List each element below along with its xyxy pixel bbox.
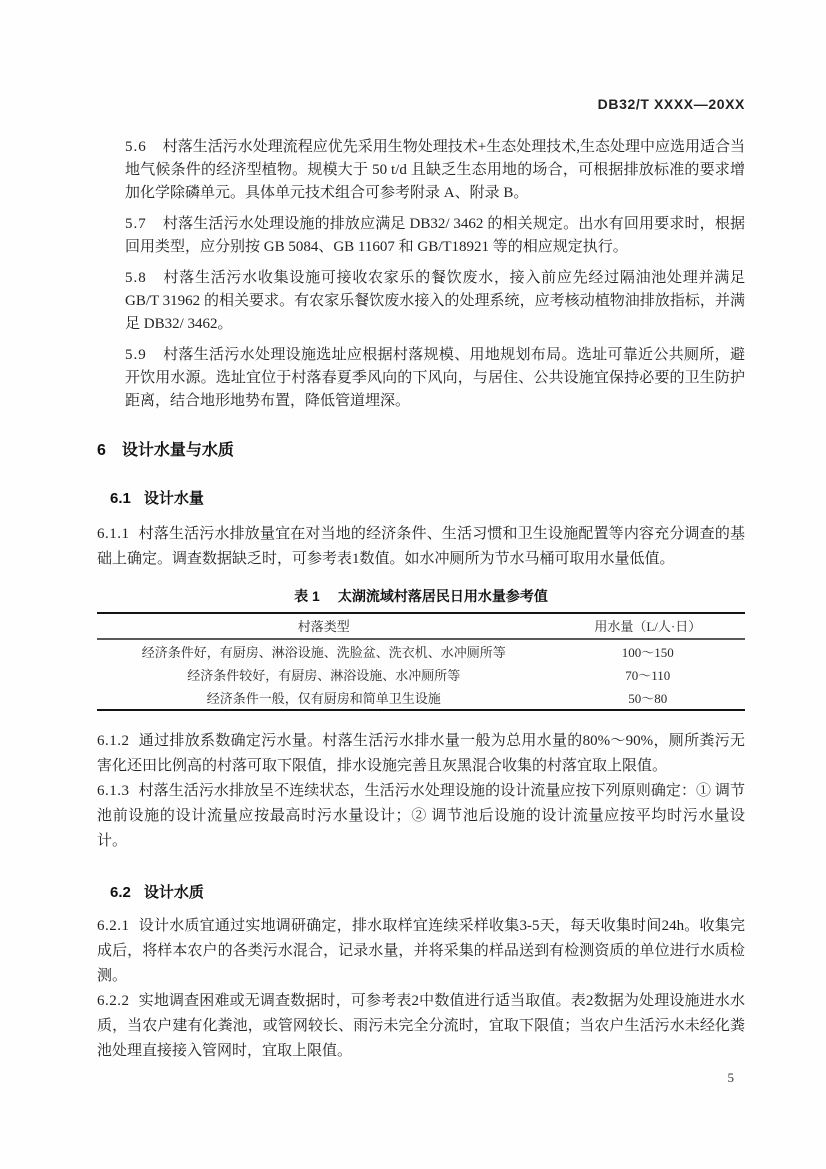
clause-number: 5.6 (125, 139, 147, 155)
cell-village-type: 经济条件好，有厨房、淋浴设施、洗脸盆、洗衣机、水冲厕所等 (141, 645, 506, 660)
page-content (97, 0, 745, 1064)
table-header-row (97, 613, 745, 639)
section-6-2-heading (110, 881, 745, 902)
section-title: 设计水质 (143, 884, 204, 901)
chapter-6-heading (97, 437, 745, 460)
clause-text: 实地调查困难或无调查数据时，可参考表2中数值进行适当取值。表2数据为处理设施进水水质，当农户建有化粪池，或管网较长、雨污未完全分流时，宜取下限值；当农户生活污水未经化粪池处理直接接入管网时，宜取上限值。 (97, 993, 745, 1059)
document-code-header: DB32/T XXXX—20XX (597, 96, 745, 112)
clause-text: 通过排放系数确定污水量。村落生活污水排水量一般为总用水量的80%～90%，厕所粪污无害化还田比例高的村落可取下限值，排水设施完善且灰黑混合收集的村落宜取上限值。 (97, 733, 745, 774)
table-caption: 太湖流域村落居民日用水量参考值 (337, 588, 548, 604)
table-row (97, 639, 745, 663)
clause-6-1-3 (97, 779, 745, 854)
column-header-village-type: 村落类型 (97, 613, 551, 639)
section-6-1-heading (110, 487, 745, 508)
chapter-title: 设计水量与水质 (121, 442, 234, 459)
clause-number: 5.7 (125, 216, 147, 232)
clauses-6-1-2-and-6-1-3 (97, 729, 745, 854)
clause-5-8 (125, 267, 745, 336)
page-number: 5 (727, 1070, 734, 1085)
section-number: 6.1 (110, 490, 131, 507)
clause-6-1-1 (97, 522, 745, 572)
clause-number: 6.1.2 (97, 733, 130, 749)
clause-text: 设计水质宜通过实地调研确定，排水取样宜连续采样收集3-5天，每天收集时间24h。收集完成后，将样本农户的各类污水混合，记录水量，并将采集的样品送到有检测资质的单位进行水质检测。 (97, 918, 745, 984)
clause-number: 6.2.2 (97, 993, 130, 1009)
clause-number: 6.1.1 (97, 526, 130, 542)
cell-water-usage: 50～80 (628, 691, 668, 706)
clause-5-6 (125, 136, 745, 205)
chapter-number: 6 (97, 442, 106, 459)
section-5-clauses (97, 136, 745, 413)
clause-6-2-1 (97, 914, 745, 989)
clause-number: 6.1.3 (97, 783, 130, 799)
table-1-water-usage (97, 612, 745, 711)
table-row (97, 663, 745, 686)
section-number: 6.2 (110, 884, 131, 901)
section-title: 设计水量 (143, 490, 204, 507)
cell-village-type: 经济条件一般，仅有厨房和简单卫生设施 (206, 691, 441, 706)
clause-text: 村落生活污水处理设施选址应根据村落规模、用地规划布局。选址可靠近公共厕所，避开饮用水源。选址宜位于村落春夏季风向的下风向，与居住、公共设施宜保持必要的卫生防护距离，结合地形地势布置，降低管道埋深。 (125, 347, 745, 409)
clause-text: 村落生活污水处理设施的排放应满足 DB32/ 3462 的相关规定。出水有回用要求时，根据回用类型，应分别按 GB 5084、GB 11607 和 GB/T18921 等的相应规定执行。 (125, 216, 745, 255)
clause-text: 村落生活污水排放量宜在对当地的经济条件、生活习惯和卫生设施配置等内容充分调查的基础上确定。调查数据缺乏时，可参考表1数值。如水冲厕所为节水马桶可取用水量低值。 (97, 526, 745, 567)
column-header-water-usage: 用水量（L/人·日） (551, 613, 745, 639)
clause-number: 5.8 (125, 270, 147, 286)
clause-5-7 (125, 213, 745, 259)
clause-number: 6.2.1 (97, 918, 130, 934)
table-row (97, 686, 745, 710)
cell-village-type: 经济条件较好，有厨房、淋浴设施、水冲厕所等 (187, 668, 461, 683)
clause-text: 村落生活污水处理流程应优先采用生物处理技术+生态处理技术,生态处理中应选用适合当地气候条件的经济型植物。规模大于 50 t/d 且缺乏生态用地的场合，可根据排放标准的要求增加化学除磷单元。具体单元技术组合可参考附录 A、附录 B。 (125, 139, 745, 201)
clause-number: 5.9 (125, 347, 147, 363)
clause-5-9 (125, 344, 745, 413)
clause-6-1-2 (97, 729, 745, 779)
cell-water-usage: 100～150 (621, 645, 674, 660)
clauses-6-2-1-and-6-2-2 (97, 914, 745, 1064)
clause-6-2-2 (97, 989, 745, 1064)
table-1-title (97, 586, 745, 606)
clause-text: 村落生活污水排放呈不连续状态，生活污水处理设施的设计流量应按下列原则确定：① 调节池前设施的设计流量应按最高时污水量设计；② 调节池后设施的设计流量应按平均时污水量设计。 (97, 783, 745, 849)
clause-text: 村落生活污水收集设施可接收农家乐的餐饮废水，接入前应先经过隔油池处理并满足 GB/T 31962 的相关要求。有农家乐餐饮废水接入的处理系统，应考核动植物油排放指标，并满足 DB32/ 3462。 (125, 270, 745, 332)
table-label: 表 1 (294, 588, 320, 604)
cell-water-usage: 70～110 (625, 668, 671, 683)
